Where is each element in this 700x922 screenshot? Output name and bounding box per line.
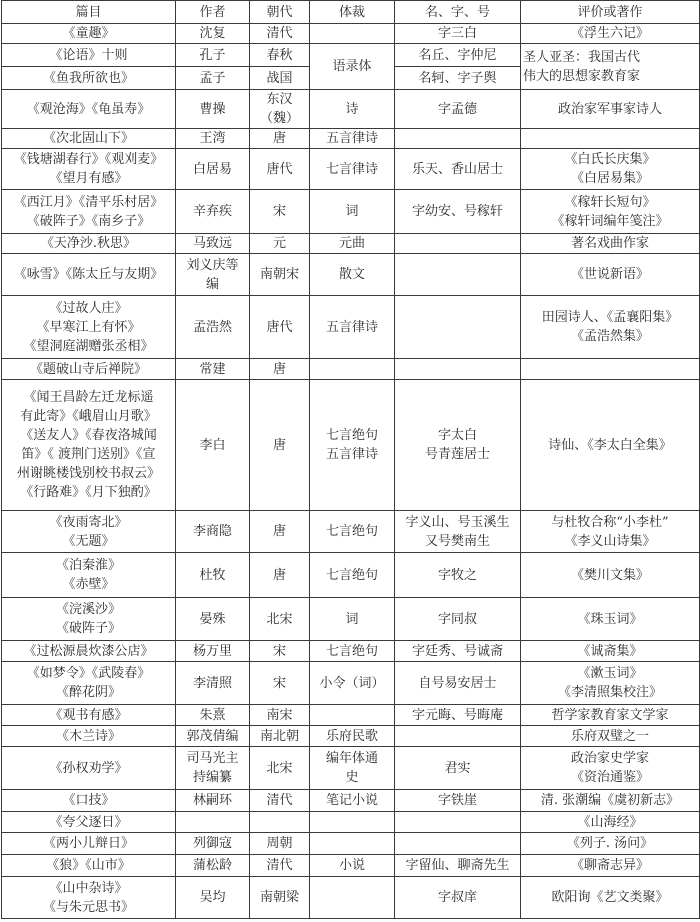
cell-title: 《泊秦淮》 《赤壁》 (2, 553, 176, 598)
cell-work: 诗仙、《李太白全集》 (521, 380, 700, 511)
cell-name: 字廷秀、号诚斋 (395, 641, 521, 662)
cell-author: 李清照 (176, 662, 250, 705)
cell-title: 《天净沙.秋思》 (2, 234, 176, 254)
header-dynasty: 朝代 (250, 1, 310, 24)
cell-author (176, 812, 250, 833)
cell-dynasty: 东汉（魏） (250, 90, 310, 129)
cell-dynasty: 唐 (250, 380, 310, 511)
cell-author: 辛弃疾 (176, 190, 250, 234)
table-row (2, 790, 700, 812)
table-row (2, 641, 700, 662)
cell-title: 《咏雪》《陈太丘与友期》 (2, 254, 176, 296)
cell-author: 李白 (176, 380, 250, 511)
cell-author: 列御寇 (176, 833, 250, 855)
header-row (2, 1, 700, 24)
cell-dynasty: 清代 (250, 855, 310, 877)
cell-dynasty: 宋 (250, 641, 310, 662)
cell-name: 字铁崖 (395, 790, 521, 812)
table-row (2, 812, 700, 833)
cell-author: 吴均 (176, 877, 250, 919)
cell-title: 《狼》《山市》 (2, 855, 176, 877)
cell-dynasty: 北宋 (250, 747, 310, 790)
cell-dynasty (250, 812, 310, 833)
cell-name: 字叔庠 (395, 877, 521, 919)
table-row (2, 705, 700, 726)
cell-name (395, 129, 521, 149)
cell-dynasty: 战国 (250, 67, 310, 90)
cell-author: 司马光主 持编纂 (176, 747, 250, 790)
cell-title: 《题破山寺后禅院》 (2, 359, 176, 380)
cell-work (521, 359, 700, 380)
cell-name: 字牧之 (395, 553, 521, 598)
cell-author: 曹操 (176, 90, 250, 129)
cell-title: 《观沧海》《龟虽寿》 (2, 90, 176, 129)
cell-title: 《童趣》 (2, 24, 176, 44)
cell-title: 《木兰诗》 (2, 726, 176, 747)
table-row (2, 877, 700, 919)
table-row (2, 833, 700, 855)
cell-genre: 七言律诗 (310, 149, 395, 190)
cell-name (395, 359, 521, 380)
cell-genre (310, 705, 395, 726)
cell-work: 政治家史学家 《资治通鉴》 (521, 747, 700, 790)
cell-author: 刘义庆等 编 (176, 254, 250, 296)
cell-author: 蒲松龄 (176, 855, 250, 877)
cell-title: 《过故人庄》 《早寒江上有怀》 《望洞庭湖赠张丞相》 (2, 296, 176, 359)
cell-work: 欧阳询《艺文类聚》 (521, 877, 700, 919)
cell-title: 《夸父逐日》 (2, 812, 176, 833)
cell-name: 名丘、字仲尼 (395, 44, 521, 67)
header-name: 名、字、号 (395, 1, 521, 24)
cell-dynasty: 宋 (250, 662, 310, 705)
cell-author: 孔子 (176, 44, 250, 67)
header-work: 评价或著作 (521, 1, 700, 24)
cell-title: 《观书有感》 (2, 705, 176, 726)
cell-title: 《过松源晨炊漆公店》 (2, 641, 176, 662)
cell-dynasty: 春秋 (250, 44, 310, 67)
cell-work: 著名戏曲作家 (521, 234, 700, 254)
cell-author: 李商隐 (176, 511, 250, 553)
cell-author: 孟浩然 (176, 296, 250, 359)
table-row (2, 726, 700, 747)
literature-table (1, 0, 700, 919)
cell-title: 《山中杂诗》 《与朱元思书》 (2, 877, 176, 919)
cell-name (395, 833, 521, 855)
cell-title: 《两小儿辩日》 (2, 833, 176, 855)
cell-dynasty: 唐 (250, 511, 310, 553)
table-row (2, 511, 700, 553)
cell-dynasty: 南朝梁 (250, 877, 310, 919)
cell-title: 《论语》十则 (2, 44, 176, 67)
table-row (2, 747, 700, 790)
cell-dynasty: 北宋 (250, 598, 310, 641)
cell-title: 《孙权劝学》 (2, 747, 176, 790)
table-row (2, 44, 700, 67)
cell-work: 清. 张潮编《虞初新志》 (521, 790, 700, 812)
cell-genre: 诗 (310, 90, 395, 129)
table-row (2, 359, 700, 380)
table-row (2, 234, 700, 254)
cell-dynasty: 元 (250, 234, 310, 254)
cell-author: 晏殊 (176, 598, 250, 641)
cell-work: 哲学家教育家文学家 (521, 705, 700, 726)
cell-dynasty: 唐 (250, 129, 310, 149)
cell-author: 杜牧 (176, 553, 250, 598)
cell-genre: 散文 (310, 254, 395, 296)
cell-name (395, 296, 521, 359)
cell-name (395, 726, 521, 747)
table-row (2, 129, 700, 149)
cell-genre (310, 833, 395, 855)
cell-dynasty: 唐代 (250, 149, 310, 190)
table-row (2, 190, 700, 234)
cell-name: 字元晦、号晦庵 (395, 705, 521, 726)
cell-title: 《浣溪沙》 《破阵子》 (2, 598, 176, 641)
cell-dynasty: 唐代 (250, 296, 310, 359)
cell-dynasty: 唐 (250, 553, 310, 598)
table-header (2, 1, 700, 24)
cell-dynasty: 南朝宋 (250, 254, 310, 296)
header-author: 作者 (176, 1, 250, 24)
cell-dynasty: 南宋 (250, 705, 310, 726)
cell-genre: 词 (310, 190, 395, 234)
cell-work: 田园诗人、《孟襄阳集》 《孟浩然集》 (521, 296, 700, 359)
cell-dynasty: 宋 (250, 190, 310, 234)
cell-genre: 五言律诗 (310, 296, 395, 359)
cell-genre: 笔记小说 (310, 790, 395, 812)
cell-genre: 编年体通 史 (310, 747, 395, 790)
cell-work: 《列子. 汤问》 (521, 833, 700, 855)
cell-work: 圣人亚圣：我国古代 伟大的思想家教育家 (521, 44, 700, 90)
cell-title: 《闻王昌龄左迁龙标遥 有此寄》《峨眉山月歌》 《送友人》《春夜洛城闻 笛》《 渡荆门送别》《宣 州谢眺楼饯别校书叔云》 《行路难》《月下独酌》 (2, 380, 176, 511)
cell-name: 字留仙、聊斋先生 (395, 855, 521, 877)
cell-work: 《诚斋集》 (521, 641, 700, 662)
cell-author: 孟子 (176, 67, 250, 90)
cell-author: 常建 (176, 359, 250, 380)
cell-name: 字幼安、号稼轩 (395, 190, 521, 234)
cell-work: 《樊川文集》 (521, 553, 700, 598)
cell-work: 乐府双璧之一 (521, 726, 700, 747)
cell-genre: 七言绝句 (310, 553, 395, 598)
cell-genre: 语录体 (310, 44, 395, 90)
cell-name: 君实 (395, 747, 521, 790)
cell-title: 《鱼我所欲也》 (2, 67, 176, 90)
header-genre: 体裁 (310, 1, 395, 24)
cell-work: 政治家军事家诗人 (521, 90, 700, 129)
cell-work: 《珠玉词》 (521, 598, 700, 641)
table-row (2, 380, 700, 511)
cell-name: 乐天、香山居士 (395, 149, 521, 190)
cell-work: 《世说新语》 (521, 254, 700, 296)
table-row (2, 149, 700, 190)
cell-name (395, 254, 521, 296)
cell-genre: 五言律诗 (310, 129, 395, 149)
cell-genre: 词 (310, 598, 395, 641)
cell-dynasty: 周朝 (250, 833, 310, 855)
cell-name: 字孟德 (395, 90, 521, 129)
cell-genre: 元曲 (310, 234, 395, 254)
cell-author: 林嗣环 (176, 790, 250, 812)
cell-name: 字义山、号玉溪生 又号樊南生 (395, 511, 521, 553)
cell-title: 《口技》 (2, 790, 176, 812)
table-body (2, 24, 700, 919)
cell-genre (310, 359, 395, 380)
cell-author: 马致远 (176, 234, 250, 254)
header-title: 篇目 (2, 1, 176, 24)
table-row (2, 90, 700, 129)
cell-title: 《西江月》《清平乐村居》 《破阵子》《南乡子》 (2, 190, 176, 234)
cell-author: 王湾 (176, 129, 250, 149)
cell-genre: 七言绝句 五言律诗 (310, 380, 395, 511)
cell-author: 朱熹 (176, 705, 250, 726)
cell-name (395, 812, 521, 833)
cell-work: 与杜牧合称“小李杜” 《李义山诗集》 (521, 511, 700, 553)
cell-work: 《漱玉词》 《李清照集校注》 (521, 662, 700, 705)
cell-title: 《夜雨寄北》 《无题》 (2, 511, 176, 553)
cell-work: 《聊斋志异》 (521, 855, 700, 877)
cell-work: 《浮生六记》 (521, 24, 700, 44)
cell-title: 《如梦令》《武陵春》 《醉花阴》 (2, 662, 176, 705)
cell-dynasty: 清代 (250, 24, 310, 44)
cell-name: 字太白 号青莲居士 (395, 380, 521, 511)
cell-name (395, 234, 521, 254)
cell-genre: 七言绝句 (310, 511, 395, 553)
table-row (2, 296, 700, 359)
cell-genre (310, 877, 395, 919)
cell-name: 字三白 (395, 24, 521, 44)
cell-dynasty: 南北朝 (250, 726, 310, 747)
cell-work: 《山海经》 (521, 812, 700, 833)
cell-genre: 乐府民歌 (310, 726, 395, 747)
cell-work: 《稼轩长短句》 《稼轩词编年笺注》 (521, 190, 700, 234)
cell-genre: 小说 (310, 855, 395, 877)
table-row (2, 662, 700, 705)
cell-name: 字同叔 (395, 598, 521, 641)
cell-genre: 七言绝句 (310, 641, 395, 662)
cell-title: 《次北固山下》 (2, 129, 176, 149)
cell-genre (310, 24, 395, 44)
cell-author: 郭茂倩编 (176, 726, 250, 747)
table-row (2, 598, 700, 641)
cell-work (521, 129, 700, 149)
table-row (2, 553, 700, 598)
cell-author: 白居易 (176, 149, 250, 190)
table-row (2, 24, 700, 44)
cell-title: 《钱塘湖春行》《观刈麦》 《望月有感》 (2, 149, 176, 190)
cell-dynasty: 唐 (250, 359, 310, 380)
table-row (2, 254, 700, 296)
table-row (2, 855, 700, 877)
cell-dynasty: 清代 (250, 790, 310, 812)
cell-name: 自号易安居士 (395, 662, 521, 705)
cell-author: 沈复 (176, 24, 250, 44)
cell-genre: 小令（词） (310, 662, 395, 705)
cell-genre (310, 812, 395, 833)
cell-author: 杨万里 (176, 641, 250, 662)
cell-work: 《白氏长庆集》 《白居易集》 (521, 149, 700, 190)
cell-name: 名轲、字子舆 (395, 67, 521, 90)
